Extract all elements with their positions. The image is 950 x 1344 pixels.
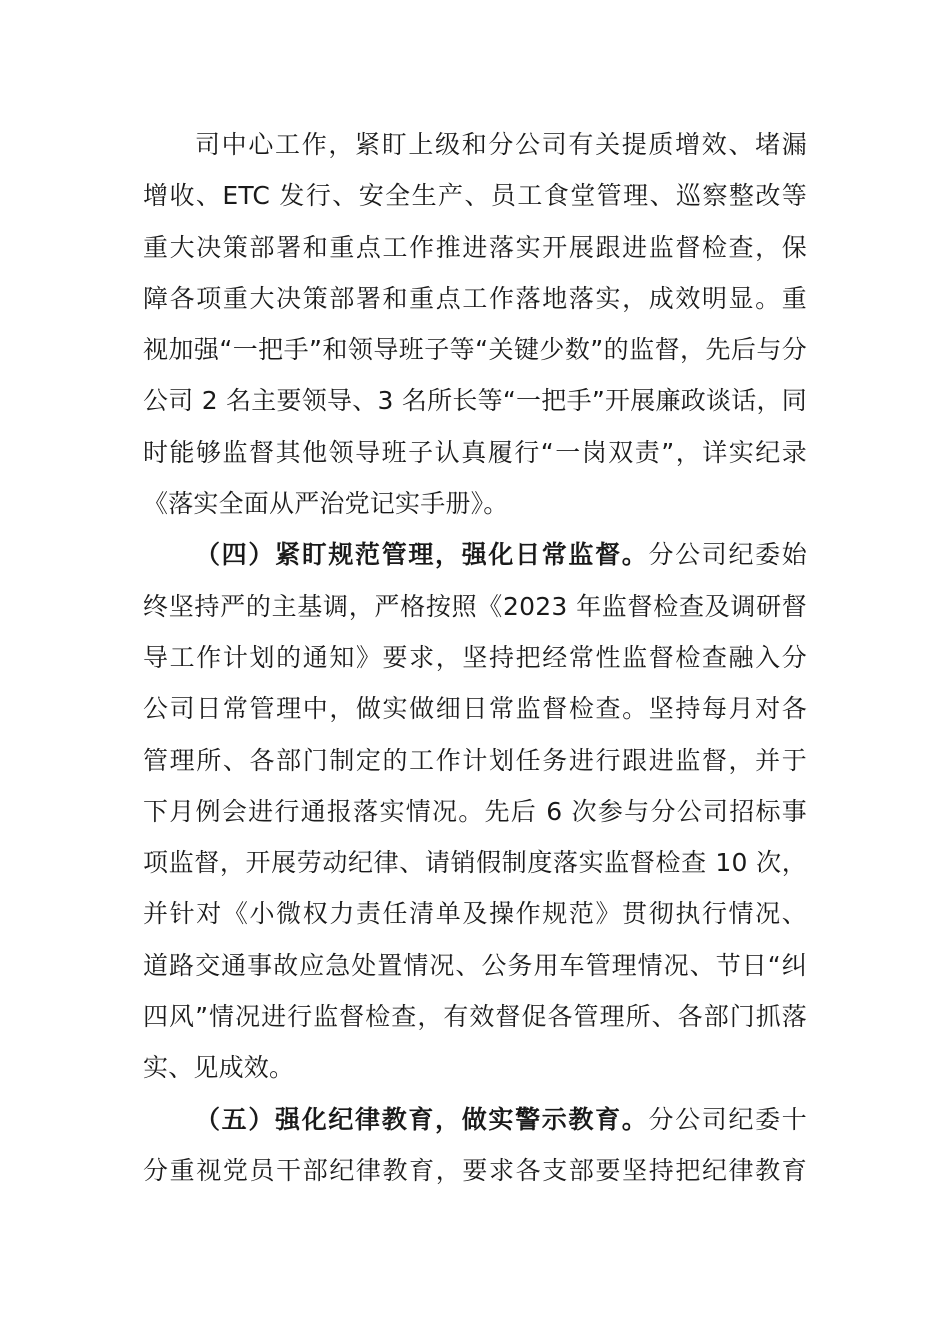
document-body	[143, 119, 807, 1196]
text-line: 实、见成效。	[143, 1053, 295, 1083]
text-line: 司中心工作，紧盯上级和分公司有关提质增效、堵漏	[195, 130, 807, 159]
section-heading: （五）强化纪律教育，做实警示教育。	[195, 1104, 649, 1134]
text-line: 公司 2 名主要领导、3 名所长等“一把手”开展廉政谈话，同	[143, 386, 807, 416]
text-line: 《落实全面从严治党记实手册》。	[143, 489, 509, 519]
paragraph-3	[143, 1094, 807, 1197]
text-line: 四风”情况进行监督检查，有效督促各管理所、各部门抓落	[143, 1002, 807, 1032]
section-heading: （四）紧盯规范管理，强化日常监督。	[195, 540, 649, 570]
text-line: 导工作计划的通知》要求，坚持把经常性监督检查融入分	[143, 642, 807, 672]
text-line: 时能够监督其他领导班子认真履行“一岗双责”，详实纪录	[143, 437, 807, 467]
text-run: 分公司纪委十	[648, 1104, 807, 1134]
text-line: 并针对《小微权力责任清单及操作规范》贯彻执行情况、	[143, 899, 807, 929]
text-line: 视加强“一把手”和领导班子等“关键少数”的监督，先后与分	[143, 335, 807, 365]
paragraph-1	[143, 119, 807, 529]
paragraph-2	[143, 529, 807, 1093]
text-line: 项监督，开展劳动纪律、请销假制度落实监督检查 10 次，	[143, 848, 807, 878]
text-line: 分重视党员干部纪律教育，要求各支部要坚持把纪律教育	[143, 1155, 807, 1185]
text-line: 管理所、各部门制定的工作计划任务进行跟进监督，并于	[143, 745, 807, 775]
text-line: 道路交通事故应急处置情况、公务用车管理情况、节日“纠	[143, 950, 807, 980]
text-line: 增收、ETC 发行、安全生产、员工食堂管理、巡察整改等	[143, 181, 807, 211]
text-line: 障各项重大决策部署和重点工作落地落实，成效明显。重	[143, 283, 807, 313]
text-line	[143, 1094, 807, 1145]
text-line: 重大决策部署和重点工作推进落实开展跟进监督检查，保	[143, 232, 807, 262]
text-line: 终坚持严的主基调，严格按照《2023 年监督检查及调研督	[143, 591, 807, 621]
text-line: 下月例会进行通报落实情况。先后 6 次参与分公司招标事	[143, 796, 807, 826]
text-run: 分公司纪委始	[648, 540, 807, 570]
text-line: 公司日常管理中，做实做细日常监督检查。坚持每月对各	[143, 694, 807, 724]
text-line	[143, 529, 807, 580]
